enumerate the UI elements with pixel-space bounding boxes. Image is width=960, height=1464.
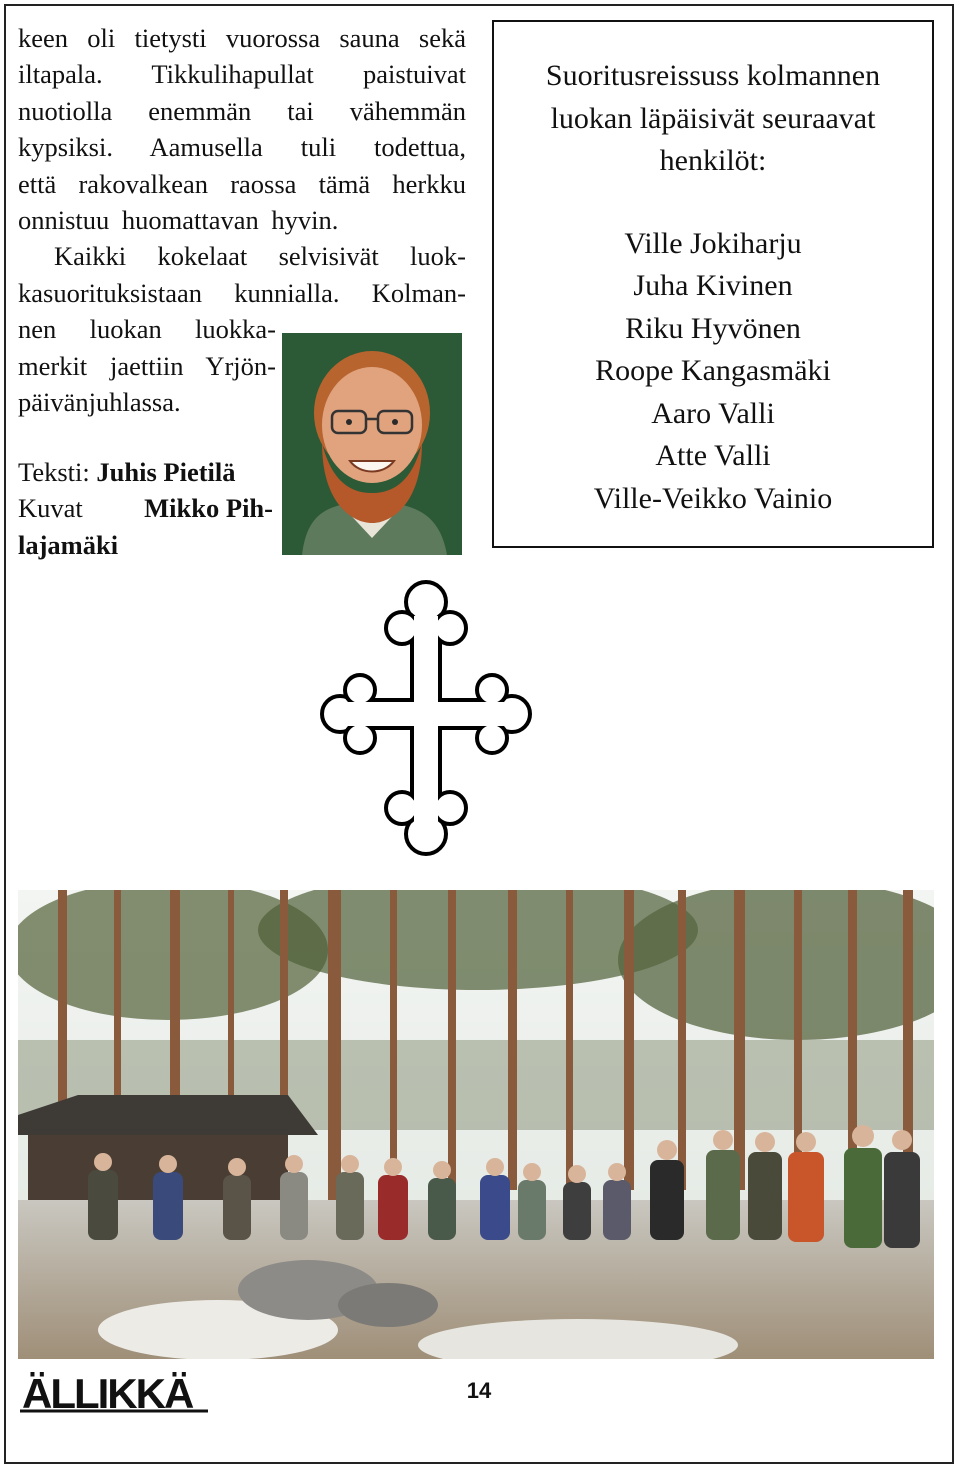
article-line: kasuorituksistaan kunnialla. Kolman-	[18, 277, 466, 308]
graduate-name: Aaro Valli	[651, 396, 775, 430]
graduate-name: Roope Kangasmäki	[595, 354, 831, 387]
graduates-box	[492, 20, 934, 548]
article-line: nen luokan luokka-	[18, 314, 276, 345]
graduate-name: Ville Jokiharju	[624, 226, 802, 260]
article-line: onnistuu huomattavan hyvin.	[18, 205, 339, 236]
photo-credit-author-cont: lajamäki	[18, 529, 119, 560]
graduate-name: Atte Valli	[655, 439, 771, 472]
page-number: 14	[466, 1378, 492, 1403]
portrait-photo	[282, 333, 462, 555]
text-credit-label: Teksti:	[18, 457, 90, 487]
article-line: kypsiksi. Aamusella tuli todettua,	[18, 132, 466, 163]
article-line: että rakovalkean raossa tämä herkku	[18, 168, 466, 199]
svg-text:ÄLLIKKÄ: ÄLLIKKÄ	[22, 1370, 193, 1416]
article-line: keen oli tietysti vuorossa sauna sekä	[18, 23, 466, 53]
graduates-intro-line: luokan läpäisivät seuraavat	[550, 101, 876, 135]
article-line: merkit jaettiin Yrjön-	[18, 350, 276, 381]
photo-credit-label: Kuvat	[18, 493, 83, 524]
article-line: Kaikki kokelaat selvisivät luok-	[54, 241, 466, 272]
budded-cross-icon	[320, 572, 532, 864]
graduates-intro	[494, 55, 932, 183]
graduate-name: Riku Hyvönen	[625, 311, 801, 345]
graduates-intro-line: henkilöt:	[659, 144, 767, 177]
graduates-list	[494, 223, 932, 521]
article-line: nuotiolla enemmän tai vähemmän	[18, 95, 466, 126]
group-photo-illustration	[18, 890, 934, 1359]
photo-credit-author: Mikko Pih-	[144, 493, 273, 524]
text-credit-author: Juhis Pietilä	[96, 457, 236, 487]
article-line: iltapala. Tikkulihapullat paistuivat	[18, 59, 466, 90]
article-credits	[18, 454, 273, 563]
article-line: päivänjuhlassa.	[18, 387, 181, 418]
graduates-intro-line: Suoritusreissuss kolmannen	[545, 59, 881, 92]
graduate-name: Juha Kivinen	[633, 269, 793, 302]
portrait-illustration	[282, 333, 462, 555]
allikka-logo	[18, 1366, 218, 1416]
graduate-name: Ville-Veikko Vainio	[593, 481, 833, 515]
forest-group-photo	[18, 890, 934, 1359]
